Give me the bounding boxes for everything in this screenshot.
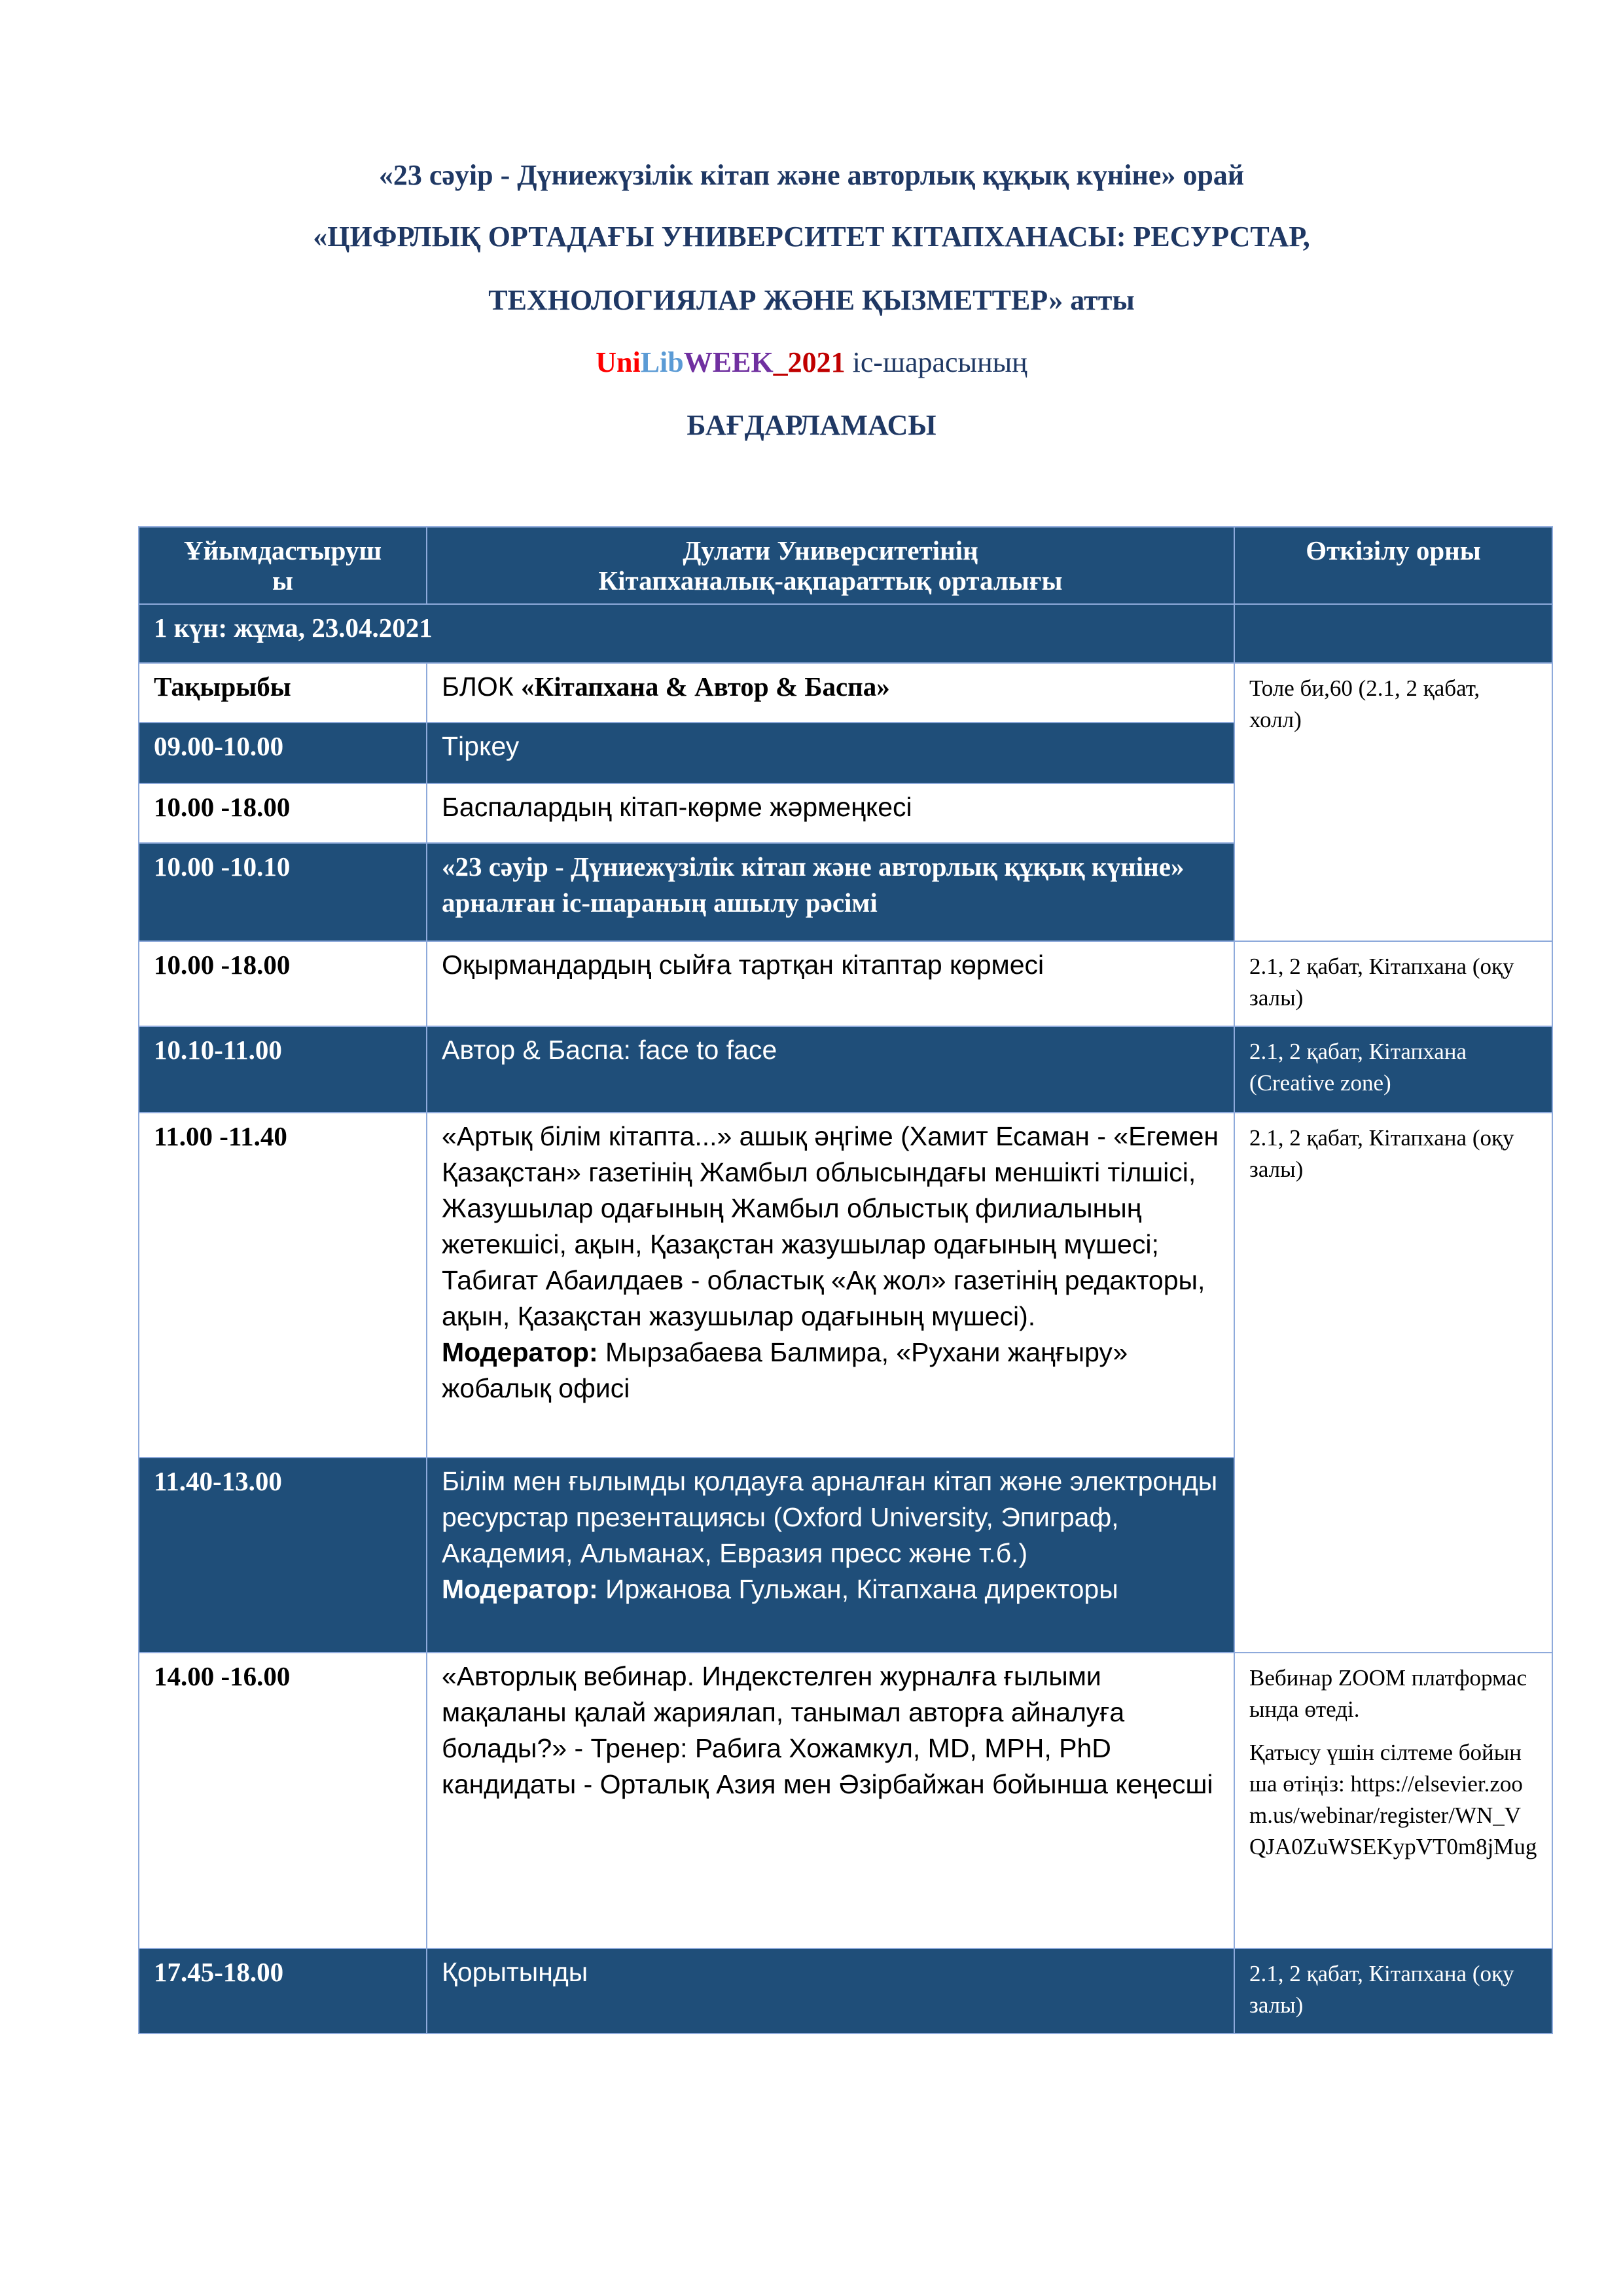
organizer-label-line-1: Ұйымдастыруш: [183, 535, 382, 565]
table-row: [139, 1653, 1552, 1948]
row-activity: Қорытынды: [427, 1948, 1234, 2034]
table-row: [139, 1948, 1552, 2034]
organizer-name-line-1: Дулати Университетінің: [683, 535, 978, 565]
table-row: [139, 1113, 1552, 1458]
organizer-label-line-2: ы: [272, 565, 293, 596]
topic-label: Тақырыбы: [139, 663, 427, 723]
row-time: 10.00 -18.00: [139, 783, 427, 843]
event-name-line: [0, 348, 1623, 377]
webinar-note: Вебинар ZOOM платформасында өтеді.: [1249, 1665, 1527, 1722]
row-time: 10.00 -18.00: [139, 941, 427, 1026]
row-venue: [1234, 1653, 1552, 1948]
title-line-2: «ЦИФРЛЫҚ ОРТАДАҒЫ УНИВЕРСИТЕТ КІТАПХАНАСЫ: РЕСУРСТАР,: [313, 221, 1310, 253]
moderator-label: Модератор:: [442, 1574, 598, 1604]
day-row-empty-cell: [1234, 604, 1552, 663]
title-line-3: ТЕХНОЛОГИЯЛАР ЖӘНЕ ҚЫЗМЕТТЕР» атты: [488, 284, 1135, 316]
event-name-week: WEEK: [683, 346, 774, 378]
organizer-name: [427, 527, 1234, 604]
row-activity: [427, 1458, 1234, 1653]
row-activity: Оқырмандардың сыйға тартқан кітаптар көрмесі: [427, 941, 1234, 1026]
venue-main: Толе би,60 (2.1, 2 қабат, холл): [1234, 663, 1552, 941]
event-name-year: _2021: [773, 346, 846, 378]
organizer-label: [139, 527, 427, 604]
moderator-label: Модератор:: [442, 1337, 598, 1367]
organizer-name-line-2: Кітапханалық-ақпараттық орталығы: [598, 565, 1063, 596]
row-time: 17.45-18.00: [139, 1948, 427, 2034]
topic-title: «Кітапхана & Автор & Баспа»: [520, 672, 890, 702]
row-activity: «23 сәуір - Дүниежүзілік кітап және авторлық құқық күніне» арналған іс-шараның ашылу рәсімі: [427, 843, 1234, 941]
row-activity: Автор & Баспа: face to face: [427, 1026, 1234, 1113]
row-activity: Тіркеу: [427, 723, 1234, 783]
moderator-name: Иржанова Гульжан, Кітапхана директоры: [597, 1574, 1118, 1604]
row-venue: 2.1, 2 қабат, Кітапхана (оқу залы): [1234, 1113, 1552, 1653]
event-name-uni: Uni: [596, 346, 641, 378]
day-label: 1 күн: жұма, 23.04.2021: [139, 604, 1234, 663]
topic-value: [427, 663, 1234, 723]
table-row: [139, 941, 1552, 1026]
row-activity-text: «Артық білім кітапта...» ашық әңгіме (Хамит Есаман - «Егемен Қазақстан» газетінің Жамбыл облысындағы меншікті тілшісі, Жазушылар одағының Жамбыл облыстық филиалының жетекшісі, ақын, Қазақстан жазушылар одағының мүшесі; Табигат Абаилдаев - областық «Ақ жол» газетінің редакторы, ақын, Қазақстан жазушылар одағының мүшесі).: [442, 1121, 1219, 1331]
moderator-name: Мырзабаева Балмира, «Рухани жаңғыру» жобалық офисі: [442, 1337, 1128, 1403]
title-line-1: «23 сәуір - Дүниежүзілік кітап және авторлық құқық күніне» орай: [378, 159, 1245, 191]
row-time: 11.40-13.00: [139, 1458, 427, 1653]
row-time: 14.00 -16.00: [139, 1653, 427, 1948]
program-table: [138, 526, 1553, 2034]
topic-prefix: БЛОК: [442, 672, 521, 702]
day-row: [139, 604, 1552, 663]
event-name-lib: Lib: [640, 346, 684, 378]
row-time: 09.00-10.00: [139, 723, 427, 783]
row-activity: Баспалардың кітап-көрме жәрмеңкесі: [427, 783, 1234, 843]
venue-label: Өткізілу орны: [1234, 527, 1552, 604]
row-venue: 2.1, 2 қабат, Кітапхана (оқу залы): [1234, 1948, 1552, 2034]
event-name-suffix: іс-шарасының: [845, 346, 1027, 378]
row-activity: «Авторлық вебинар. Индекстелген журналға ғылыми мақаланы қалай жариялап, танымал авторға айналуға болады?» - Тренер: Рабига Хожамкул, MD, MPH, PhD кандидаты - Орталық Азия мен Әзірбайжан бойынша кеңесші: [427, 1653, 1234, 1948]
organizer-row: [139, 527, 1552, 604]
topic-row: [139, 663, 1552, 723]
row-venue: 2.1, 2 қабат, Кітапхана (оқу залы): [1234, 941, 1552, 1026]
webinar-link-note: Қатысу үшін сілтеме бойынша өтіңіз: https://elsevier.zoom.us/webinar/register/WN_VQJA0ZuWSEKypVT0m8jMug: [1249, 1740, 1537, 1859]
row-activity-text: Білім мен ғылымды қолдауға арналған кітап және электронды ресурстар презентациясы (Oxford University, Эпиграф, Академия, Альманах, Евразия пресс және т.б.): [442, 1466, 1218, 1568]
row-activity: [427, 1113, 1234, 1458]
table-row: [139, 1026, 1552, 1113]
row-time: 10.10-11.00: [139, 1026, 427, 1113]
row-venue: 2.1, 2 қабат, Кітапхана (Creative zone): [1234, 1026, 1552, 1113]
row-time: 10.00 -10.10: [139, 843, 427, 941]
row-time: 11.00 -11.40: [139, 1113, 427, 1458]
program-heading: БАҒДАРЛАМАСЫ: [687, 409, 936, 441]
